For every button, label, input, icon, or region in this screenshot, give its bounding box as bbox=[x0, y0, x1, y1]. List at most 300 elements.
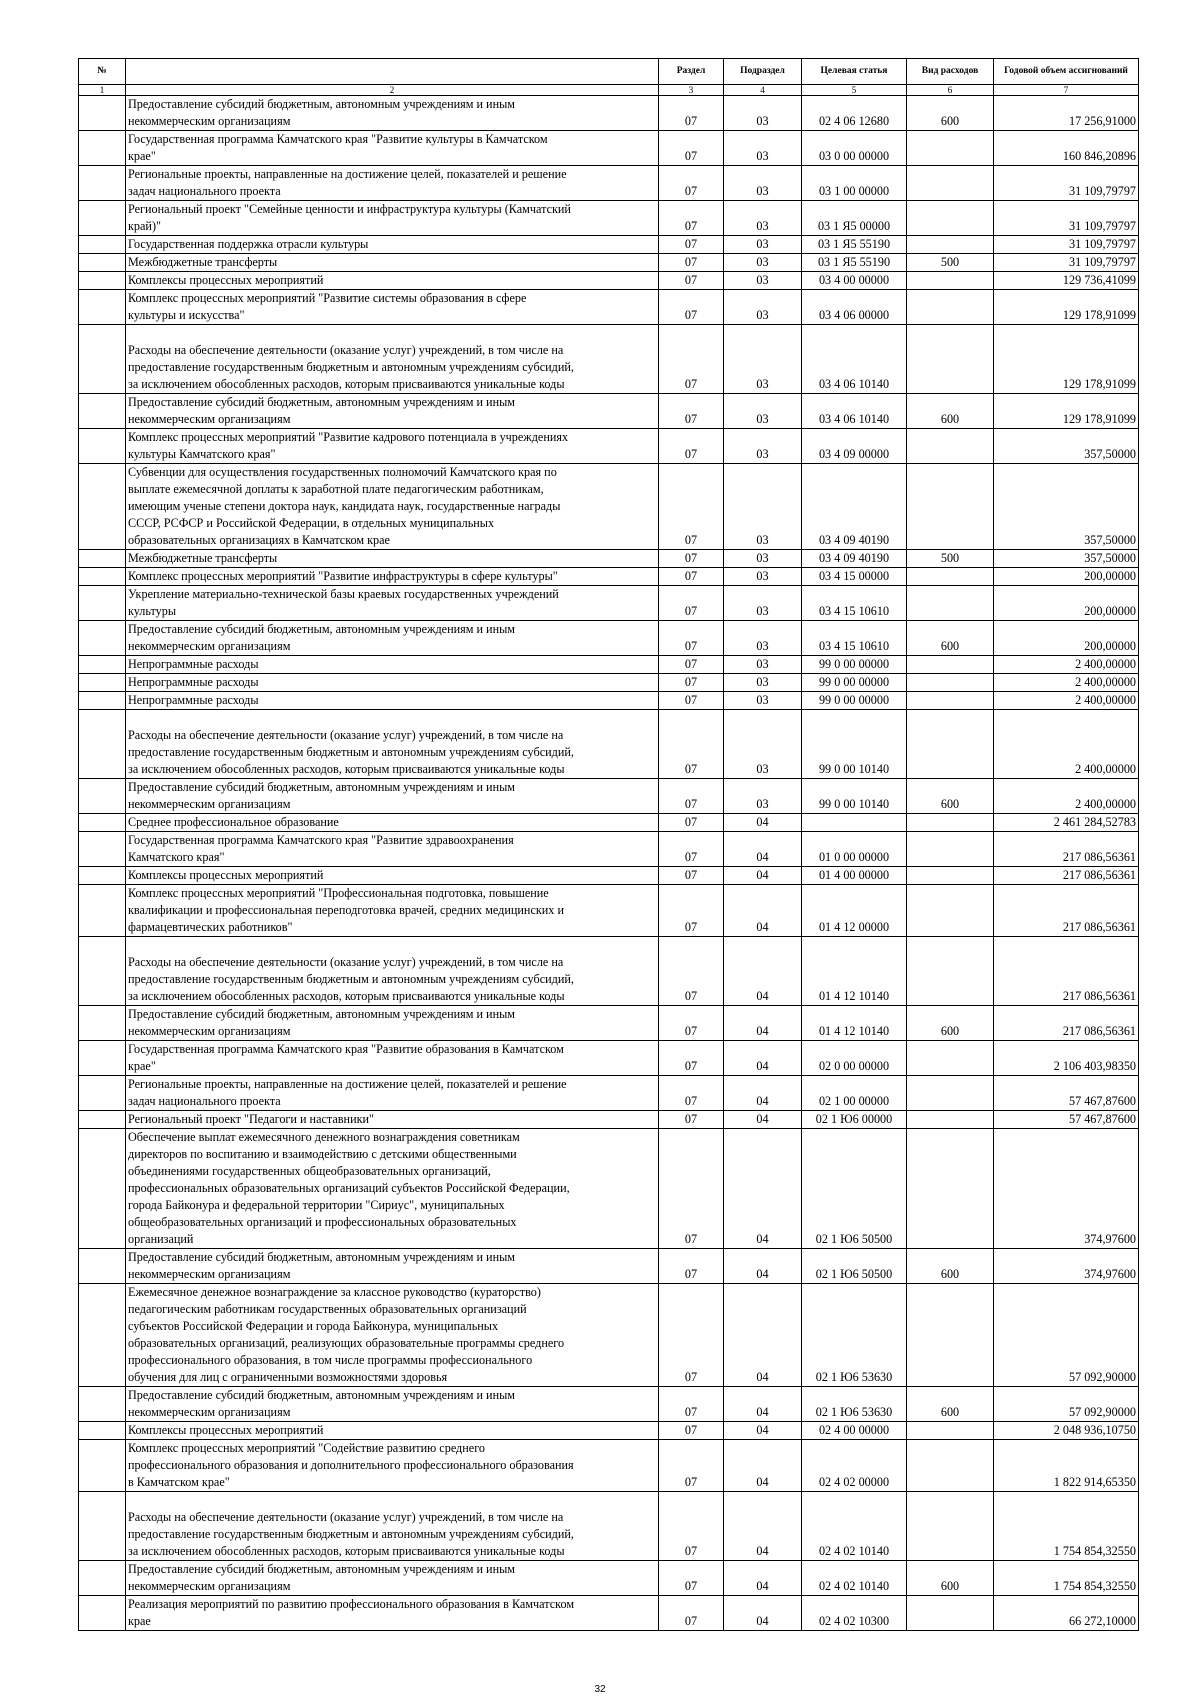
row-name-cell: Комплексы процессных мероприятий bbox=[126, 867, 659, 885]
row-name-cell: Расходы на обеспечение деятельности (оказание услуг) учреждений, в том числе на предоставление государственным бюджетным и автономным учреждениям субсидий, за исключением обособленных расходов, которым присваиваются уникальные коды bbox=[126, 325, 659, 394]
row-expense-type-cell bbox=[907, 325, 994, 394]
header-section: Раздел bbox=[659, 59, 724, 85]
column-number: 5 bbox=[802, 85, 907, 96]
row-section-cell: 07 bbox=[659, 674, 724, 692]
row-amount-cell: 2 048 936,10750 bbox=[994, 1422, 1139, 1440]
row-subsection-cell: 04 bbox=[724, 1284, 802, 1387]
row-target-article-cell: 02 4 02 10140 bbox=[802, 1492, 907, 1561]
table-row bbox=[79, 1561, 1139, 1596]
row-amount-cell: 1 754 854,32550 bbox=[994, 1492, 1139, 1561]
table-row bbox=[79, 1006, 1139, 1041]
row-number-cell bbox=[79, 621, 126, 656]
row-name-cell: Государственная поддержка отрасли культуры bbox=[126, 236, 659, 254]
row-amount-cell: 374,97600 bbox=[994, 1129, 1139, 1249]
row-subsection-cell: 03 bbox=[724, 166, 802, 201]
row-target-article-cell: 03 1 Я5 55190 bbox=[802, 236, 907, 254]
row-target-article-cell: 03 0 00 00000 bbox=[802, 131, 907, 166]
row-number-cell bbox=[79, 1284, 126, 1387]
row-amount-cell: 31 109,79797 bbox=[994, 201, 1139, 236]
row-subsection-cell: 03 bbox=[724, 568, 802, 586]
row-target-article-cell: 03 4 06 10140 bbox=[802, 394, 907, 429]
row-expense-type-cell bbox=[907, 1129, 994, 1249]
row-target-article-cell: 03 4 09 40190 bbox=[802, 464, 907, 550]
table-row bbox=[79, 1492, 1139, 1561]
row-section-cell: 07 bbox=[659, 166, 724, 201]
table-row bbox=[79, 1249, 1139, 1284]
row-subsection-cell: 04 bbox=[724, 1422, 802, 1440]
row-amount-cell: 2 461 284,52783 bbox=[994, 814, 1139, 832]
row-target-article-cell: 99 0 00 00000 bbox=[802, 674, 907, 692]
row-subsection-cell: 04 bbox=[724, 1387, 802, 1422]
row-amount-cell: 2 400,00000 bbox=[994, 779, 1139, 814]
table-row bbox=[79, 1387, 1139, 1422]
row-number-cell bbox=[79, 814, 126, 832]
row-amount-cell: 57 467,87600 bbox=[994, 1076, 1139, 1111]
row-number-cell bbox=[79, 429, 126, 464]
row-section-cell: 07 bbox=[659, 1492, 724, 1561]
row-number-cell bbox=[79, 832, 126, 867]
table-row bbox=[79, 937, 1139, 1006]
row-amount-cell: 200,00000 bbox=[994, 621, 1139, 656]
row-name-cell: Комплексы процессных мероприятий bbox=[126, 1422, 659, 1440]
header-name bbox=[126, 59, 659, 85]
row-amount-cell: 357,50000 bbox=[994, 464, 1139, 550]
header-subsection: Подраздел bbox=[724, 59, 802, 85]
row-name-cell: Предоставление субсидий бюджетным, автономным учреждениям и иным некоммерческим организациям bbox=[126, 1006, 659, 1041]
row-section-cell: 07 bbox=[659, 464, 724, 550]
row-section-cell: 07 bbox=[659, 96, 724, 131]
row-subsection-cell: 03 bbox=[724, 201, 802, 236]
table-row bbox=[79, 1076, 1139, 1111]
row-name-cell: Непрограммные расходы bbox=[126, 692, 659, 710]
row-amount-cell: 129 178,91099 bbox=[994, 394, 1139, 429]
row-number-cell bbox=[79, 166, 126, 201]
row-section-cell: 07 bbox=[659, 272, 724, 290]
table-row bbox=[79, 867, 1139, 885]
row-amount-cell: 2 400,00000 bbox=[994, 692, 1139, 710]
column-number-row bbox=[79, 85, 1139, 96]
row-number-cell bbox=[79, 674, 126, 692]
table-row bbox=[79, 550, 1139, 568]
row-expense-type-cell bbox=[907, 1422, 994, 1440]
row-subsection-cell: 03 bbox=[724, 710, 802, 779]
row-number-cell bbox=[79, 1249, 126, 1284]
row-number-cell bbox=[79, 937, 126, 1006]
row-name-cell: Предоставление субсидий бюджетным, автономным учреждениям и иным некоммерческим организациям bbox=[126, 1561, 659, 1596]
row-name-cell: Региональные проекты, направленные на достижение целей, показателей и решение задач национального проекта bbox=[126, 166, 659, 201]
row-amount-cell: 1 754 854,32550 bbox=[994, 1561, 1139, 1596]
table-row bbox=[79, 1596, 1139, 1631]
header-number: № bbox=[79, 59, 126, 85]
column-number: 2 bbox=[126, 85, 659, 96]
row-amount-cell: 57 092,90000 bbox=[994, 1387, 1139, 1422]
row-subsection-cell: 04 bbox=[724, 937, 802, 1006]
row-name-cell: Предоставление субсидий бюджетным, автономным учреждениям и иным некоммерческим организациям bbox=[126, 779, 659, 814]
row-expense-type-cell: 600 bbox=[907, 621, 994, 656]
row-number-cell bbox=[79, 1561, 126, 1596]
table-row bbox=[79, 656, 1139, 674]
row-section-cell: 07 bbox=[659, 1440, 724, 1492]
table-row bbox=[79, 131, 1139, 166]
row-expense-type-cell bbox=[907, 464, 994, 550]
row-amount-cell: 200,00000 bbox=[994, 586, 1139, 621]
row-number-cell bbox=[79, 867, 126, 885]
row-section-cell: 07 bbox=[659, 656, 724, 674]
row-target-article-cell: 02 4 00 00000 bbox=[802, 1422, 907, 1440]
row-target-article-cell: 99 0 00 00000 bbox=[802, 656, 907, 674]
row-target-article-cell: 01 4 00 00000 bbox=[802, 867, 907, 885]
row-number-cell bbox=[79, 272, 126, 290]
table-row bbox=[79, 254, 1139, 272]
row-number-cell bbox=[79, 779, 126, 814]
row-target-article-cell: 99 0 00 10140 bbox=[802, 710, 907, 779]
row-subsection-cell: 04 bbox=[724, 1440, 802, 1492]
table-row bbox=[79, 1284, 1139, 1387]
row-name-cell: Межбюджетные трансферты bbox=[126, 254, 659, 272]
table-row bbox=[79, 621, 1139, 656]
row-subsection-cell: 03 bbox=[724, 586, 802, 621]
row-name-cell: Предоставление субсидий бюджетным, автономным учреждениям и иным некоммерческим организациям bbox=[126, 621, 659, 656]
row-name-cell: Государственная программа Камчатского края "Развитие здравоохранения Камчатского края" bbox=[126, 832, 659, 867]
row-amount-cell: 31 109,79797 bbox=[994, 166, 1139, 201]
row-expense-type-cell: 600 bbox=[907, 1249, 994, 1284]
budget-table bbox=[78, 58, 1139, 1631]
row-target-article-cell: 02 1 Ю6 00000 bbox=[802, 1111, 907, 1129]
column-number: 7 bbox=[994, 85, 1139, 96]
row-expense-type-cell bbox=[907, 272, 994, 290]
row-target-article-cell: 99 0 00 00000 bbox=[802, 692, 907, 710]
header-target-article: Целевая статья bbox=[802, 59, 907, 85]
column-number: 4 bbox=[724, 85, 802, 96]
row-expense-type-cell bbox=[907, 1111, 994, 1129]
table-row bbox=[79, 710, 1139, 779]
row-section-cell: 07 bbox=[659, 1006, 724, 1041]
row-name-cell: Реализация мероприятий по развитию профессионального образования в Камчатском крае bbox=[126, 1596, 659, 1631]
row-expense-type-cell bbox=[907, 710, 994, 779]
table-row bbox=[79, 779, 1139, 814]
row-subsection-cell: 04 bbox=[724, 885, 802, 937]
row-number-cell bbox=[79, 254, 126, 272]
row-expense-type-cell bbox=[907, 1284, 994, 1387]
row-target-article-cell bbox=[802, 814, 907, 832]
row-target-article-cell: 03 1 Я5 00000 bbox=[802, 201, 907, 236]
table-row bbox=[79, 586, 1139, 621]
row-name-cell: Обеспечение выплат ежемесячного денежного вознаграждения советникам директоров по воспитанию и взаимодействию с детскими общественными объединениями государственных общеобразовательных организаций, профессиональных образовательных организаций субъектов Российской Федерации, города Байконура и федеральной территории "Сириус", муниципальных общеобразовательных организаций и профессиональных образовательных организаций bbox=[126, 1129, 659, 1249]
header-expense-type: Вид расходов bbox=[907, 59, 994, 85]
table-row bbox=[79, 568, 1139, 586]
row-amount-cell: 2 400,00000 bbox=[994, 674, 1139, 692]
row-number-cell bbox=[79, 464, 126, 550]
row-section-cell: 07 bbox=[659, 1249, 724, 1284]
table-row bbox=[79, 1041, 1139, 1076]
row-subsection-cell: 03 bbox=[724, 290, 802, 325]
row-section-cell: 07 bbox=[659, 1129, 724, 1249]
row-target-article-cell: 02 0 00 00000 bbox=[802, 1041, 907, 1076]
row-section-cell: 07 bbox=[659, 621, 724, 656]
row-target-article-cell: 03 4 06 00000 bbox=[802, 290, 907, 325]
row-expense-type-cell bbox=[907, 814, 994, 832]
row-number-cell bbox=[79, 1492, 126, 1561]
row-subsection-cell: 03 bbox=[724, 674, 802, 692]
row-section-cell: 07 bbox=[659, 692, 724, 710]
row-number-cell bbox=[79, 201, 126, 236]
row-name-cell: Расходы на обеспечение деятельности (оказание услуг) учреждений, в том числе на предоставление государственным бюджетным и автономным учреждениям субсидий, за исключением обособленных расходов, которым присваиваются уникальные коды bbox=[126, 1492, 659, 1561]
row-name-cell: Региональный проект "Педагоги и наставники" bbox=[126, 1111, 659, 1129]
row-subsection-cell: 04 bbox=[724, 1492, 802, 1561]
row-section-cell: 07 bbox=[659, 586, 724, 621]
row-number-cell bbox=[79, 1422, 126, 1440]
row-section-cell: 07 bbox=[659, 1561, 724, 1596]
row-amount-cell: 2 400,00000 bbox=[994, 656, 1139, 674]
row-expense-type-cell bbox=[907, 131, 994, 166]
row-number-cell bbox=[79, 1041, 126, 1076]
column-number: 3 bbox=[659, 85, 724, 96]
row-amount-cell: 217 086,56361 bbox=[994, 885, 1139, 937]
table-row bbox=[79, 201, 1139, 236]
row-target-article-cell: 03 4 09 40190 bbox=[802, 550, 907, 568]
row-target-article-cell: 03 4 06 10140 bbox=[802, 325, 907, 394]
row-name-cell: Укрепление материально-технической базы краевых государственных учреждений культуры bbox=[126, 586, 659, 621]
row-section-cell: 07 bbox=[659, 814, 724, 832]
row-section-cell: 07 bbox=[659, 937, 724, 1006]
table-row bbox=[79, 1422, 1139, 1440]
row-amount-cell: 217 086,56361 bbox=[994, 937, 1139, 1006]
row-number-cell bbox=[79, 236, 126, 254]
row-expense-type-cell: 600 bbox=[907, 1006, 994, 1041]
row-target-article-cell: 01 4 12 10140 bbox=[802, 937, 907, 1006]
row-section-cell: 07 bbox=[659, 1422, 724, 1440]
row-expense-type-cell: 500 bbox=[907, 254, 994, 272]
row-amount-cell: 357,50000 bbox=[994, 429, 1139, 464]
budget-table-sheet bbox=[78, 58, 1138, 1631]
row-expense-type-cell bbox=[907, 867, 994, 885]
table-header-row bbox=[79, 59, 1139, 85]
table-row bbox=[79, 885, 1139, 937]
table-row bbox=[79, 1129, 1139, 1249]
row-expense-type-cell bbox=[907, 236, 994, 254]
table-row bbox=[79, 394, 1139, 429]
row-subsection-cell: 03 bbox=[724, 131, 802, 166]
row-name-cell: Предоставление субсидий бюджетным, автономным учреждениям и иным некоммерческим организациям bbox=[126, 1249, 659, 1284]
row-subsection-cell: 04 bbox=[724, 867, 802, 885]
row-number-cell bbox=[79, 885, 126, 937]
row-amount-cell: 57 092,90000 bbox=[994, 1284, 1139, 1387]
row-subsection-cell: 03 bbox=[724, 779, 802, 814]
row-section-cell: 07 bbox=[659, 131, 724, 166]
row-subsection-cell: 03 bbox=[724, 272, 802, 290]
row-target-article-cell: 01 4 12 00000 bbox=[802, 885, 907, 937]
row-target-article-cell: 03 4 15 10610 bbox=[802, 621, 907, 656]
table-row bbox=[79, 814, 1139, 832]
row-expense-type-cell: 600 bbox=[907, 394, 994, 429]
row-number-cell bbox=[79, 710, 126, 779]
row-name-cell: Субвенции для осуществления государственных полномочий Камчатского края по выплате ежемесячной доплаты к заработной плате педагогическим работникам, имеющим ученые степени доктора наук, кандидата наук, государственные награды СССР, РСФСР и Российской Федерации, в отдельных муниципальных образовательных организациях в Камчатском крае bbox=[126, 464, 659, 550]
table-row bbox=[79, 166, 1139, 201]
row-number-cell bbox=[79, 1111, 126, 1129]
column-number: 1 bbox=[79, 85, 126, 96]
row-number-cell bbox=[79, 1006, 126, 1041]
row-target-article-cell: 03 4 15 00000 bbox=[802, 568, 907, 586]
row-subsection-cell: 04 bbox=[724, 1249, 802, 1284]
row-section-cell: 07 bbox=[659, 832, 724, 867]
row-target-article-cell: 02 1 Ю6 53630 bbox=[802, 1387, 907, 1422]
row-name-cell: Комплекс процессных мероприятий "Развитие системы образования в сфере культуры и искусства" bbox=[126, 290, 659, 325]
row-expense-type-cell bbox=[907, 885, 994, 937]
row-name-cell: Региональный проект "Семейные ценности и инфраструктура культуры (Камчатский край)" bbox=[126, 201, 659, 236]
row-name-cell: Комплекс процессных мероприятий "Развитие инфраструктуры в сфере культуры" bbox=[126, 568, 659, 586]
row-subsection-cell: 04 bbox=[724, 1129, 802, 1249]
row-section-cell: 07 bbox=[659, 325, 724, 394]
row-expense-type-cell bbox=[907, 568, 994, 586]
row-expense-type-cell: 500 bbox=[907, 550, 994, 568]
row-name-cell: Комплекс процессных мероприятий "Содействие развитию среднего профессионального образования и дополнительного профессионального образования в Камчатском крае" bbox=[126, 1440, 659, 1492]
row-name-cell: Расходы на обеспечение деятельности (оказание услуг) учреждений, в том числе на предоставление государственным бюджетным и автономным учреждениям субсидий, за исключением обособленных расходов, которым присваиваются уникальные коды bbox=[126, 710, 659, 779]
row-subsection-cell: 04 bbox=[724, 814, 802, 832]
row-name-cell: Непрограммные расходы bbox=[126, 656, 659, 674]
row-target-article-cell: 02 4 02 00000 bbox=[802, 1440, 907, 1492]
row-number-cell bbox=[79, 394, 126, 429]
row-expense-type-cell bbox=[907, 1440, 994, 1492]
row-subsection-cell: 04 bbox=[724, 1561, 802, 1596]
row-subsection-cell: 04 bbox=[724, 1076, 802, 1111]
row-target-article-cell: 03 4 00 00000 bbox=[802, 272, 907, 290]
row-expense-type-cell bbox=[907, 1492, 994, 1561]
row-section-cell: 07 bbox=[659, 290, 724, 325]
row-section-cell: 07 bbox=[659, 1041, 724, 1076]
row-amount-cell: 2 106 403,98350 bbox=[994, 1041, 1139, 1076]
row-amount-cell: 31 109,79797 bbox=[994, 254, 1139, 272]
row-number-cell bbox=[79, 1387, 126, 1422]
row-number-cell bbox=[79, 586, 126, 621]
row-name-cell: Комплекс процессных мероприятий "Развитие кадрового потенциала в учреждениях культуры Камчатского края" bbox=[126, 429, 659, 464]
row-number-cell bbox=[79, 290, 126, 325]
row-amount-cell: 374,97600 bbox=[994, 1249, 1139, 1284]
row-name-cell: Предоставление субсидий бюджетным, автономным учреждениям и иным некоммерческим организациям bbox=[126, 1387, 659, 1422]
row-subsection-cell: 03 bbox=[724, 325, 802, 394]
row-number-cell bbox=[79, 692, 126, 710]
row-section-cell: 07 bbox=[659, 254, 724, 272]
row-expense-type-cell bbox=[907, 201, 994, 236]
row-subsection-cell: 04 bbox=[724, 832, 802, 867]
row-amount-cell: 160 846,20896 bbox=[994, 131, 1139, 166]
row-name-cell: Предоставление субсидий бюджетным, автономным учреждениям и иным некоммерческим организациям bbox=[126, 394, 659, 429]
row-number-cell bbox=[79, 656, 126, 674]
table-row bbox=[79, 236, 1139, 254]
row-expense-type-cell: 600 bbox=[907, 96, 994, 131]
row-section-cell: 07 bbox=[659, 429, 724, 464]
row-expense-type-cell: 600 bbox=[907, 779, 994, 814]
row-subsection-cell: 04 bbox=[724, 1041, 802, 1076]
row-subsection-cell: 03 bbox=[724, 464, 802, 550]
table-row bbox=[79, 1440, 1139, 1492]
row-amount-cell: 1 822 914,65350 bbox=[994, 1440, 1139, 1492]
row-amount-cell: 200,00000 bbox=[994, 568, 1139, 586]
row-section-cell: 07 bbox=[659, 1284, 724, 1387]
row-target-article-cell: 02 4 06 12680 bbox=[802, 96, 907, 131]
row-subsection-cell: 03 bbox=[724, 429, 802, 464]
row-name-cell: Расходы на обеспечение деятельности (оказание услуг) учреждений, в том числе на предоставление государственным бюджетным и автономным учреждениям субсидий, за исключением обособленных расходов, которым присваиваются уникальные коды bbox=[126, 937, 659, 1006]
row-target-article-cell: 03 4 09 00000 bbox=[802, 429, 907, 464]
row-target-article-cell: 01 0 00 00000 bbox=[802, 832, 907, 867]
table-row bbox=[79, 1111, 1139, 1129]
row-expense-type-cell bbox=[907, 166, 994, 201]
row-section-cell: 07 bbox=[659, 550, 724, 568]
row-section-cell: 07 bbox=[659, 1076, 724, 1111]
row-name-cell: Среднее профессиональное образование bbox=[126, 814, 659, 832]
row-expense-type-cell bbox=[907, 1596, 994, 1631]
row-expense-type-cell bbox=[907, 586, 994, 621]
header-annual-amount: Годовой объем ассигнований bbox=[994, 59, 1139, 85]
row-amount-cell: 129 178,91099 bbox=[994, 290, 1139, 325]
row-name-cell: Комплексы процессных мероприятий bbox=[126, 272, 659, 290]
row-section-cell: 07 bbox=[659, 1387, 724, 1422]
row-amount-cell: 57 467,87600 bbox=[994, 1111, 1139, 1129]
row-amount-cell: 17 256,91000 bbox=[994, 96, 1139, 131]
row-expense-type-cell: 600 bbox=[907, 1387, 994, 1422]
row-section-cell: 07 bbox=[659, 1111, 724, 1129]
row-subsection-cell: 03 bbox=[724, 394, 802, 429]
row-expense-type-cell bbox=[907, 429, 994, 464]
table-row bbox=[79, 96, 1139, 131]
row-expense-type-cell bbox=[907, 832, 994, 867]
row-subsection-cell: 03 bbox=[724, 621, 802, 656]
row-name-cell: Комплекс процессных мероприятий "Профессиональная подготовка, повышение квалификации и профессиональная переподготовка врачей, средних медицинских и фармацевтических работников" bbox=[126, 885, 659, 937]
row-number-cell bbox=[79, 1076, 126, 1111]
row-section-cell: 07 bbox=[659, 236, 724, 254]
row-section-cell: 07 bbox=[659, 867, 724, 885]
row-name-cell: Государственная программа Камчатского края "Развитие культуры в Камчатском крае" bbox=[126, 131, 659, 166]
row-expense-type-cell bbox=[907, 1076, 994, 1111]
row-section-cell: 07 bbox=[659, 568, 724, 586]
row-subsection-cell: 03 bbox=[724, 96, 802, 131]
row-expense-type-cell bbox=[907, 1041, 994, 1076]
row-expense-type-cell bbox=[907, 290, 994, 325]
table-row bbox=[79, 464, 1139, 550]
row-target-article-cell: 02 1 00 00000 bbox=[802, 1076, 907, 1111]
row-target-article-cell: 02 4 02 10300 bbox=[802, 1596, 907, 1631]
row-amount-cell: 129 736,41099 bbox=[994, 272, 1139, 290]
table-body bbox=[79, 96, 1139, 1631]
row-target-article-cell: 03 1 Я5 55190 bbox=[802, 254, 907, 272]
table-row bbox=[79, 325, 1139, 394]
row-section-cell: 07 bbox=[659, 710, 724, 779]
table-row bbox=[79, 272, 1139, 290]
row-section-cell: 07 bbox=[659, 201, 724, 236]
row-name-cell: Государственная программа Камчатского края "Развитие образования в Камчатском крае" bbox=[126, 1041, 659, 1076]
row-name-cell: Предоставление субсидий бюджетным, автономным учреждениям и иным некоммерческим организациям bbox=[126, 96, 659, 131]
table-row bbox=[79, 429, 1139, 464]
row-subsection-cell: 03 bbox=[724, 692, 802, 710]
row-amount-cell: 31 109,79797 bbox=[994, 236, 1139, 254]
row-subsection-cell: 03 bbox=[724, 550, 802, 568]
row-section-cell: 07 bbox=[659, 394, 724, 429]
row-target-article-cell: 02 1 Ю6 53630 bbox=[802, 1284, 907, 1387]
row-target-article-cell: 02 4 02 10140 bbox=[802, 1561, 907, 1596]
row-name-cell: Непрограммные расходы bbox=[126, 674, 659, 692]
row-section-cell: 07 bbox=[659, 779, 724, 814]
row-amount-cell: 2 400,00000 bbox=[994, 710, 1139, 779]
row-subsection-cell: 03 bbox=[724, 656, 802, 674]
table-row bbox=[79, 832, 1139, 867]
row-amount-cell: 129 178,91099 bbox=[994, 325, 1139, 394]
row-expense-type-cell bbox=[907, 937, 994, 1006]
row-amount-cell: 217 086,56361 bbox=[994, 1006, 1139, 1041]
row-number-cell bbox=[79, 1440, 126, 1492]
row-number-cell bbox=[79, 568, 126, 586]
row-section-cell: 07 bbox=[659, 1596, 724, 1631]
row-subsection-cell: 04 bbox=[724, 1111, 802, 1129]
row-amount-cell: 357,50000 bbox=[994, 550, 1139, 568]
